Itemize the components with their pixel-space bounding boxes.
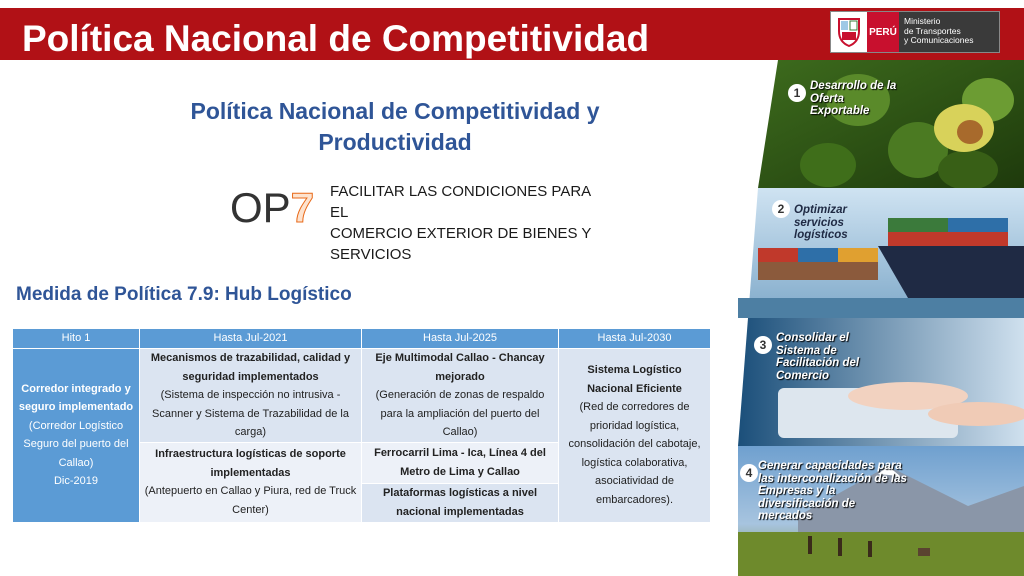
subtitle-line: Política Nacional de Competitividad y <box>190 98 600 124</box>
section-subtitle <box>180 96 610 158</box>
coat-of-arms-icon <box>831 12 867 52</box>
panel-number: 3 <box>754 336 772 354</box>
ministry-line: Ministerio <box>904 16 941 26</box>
subtitle-line: Productividad <box>318 129 472 155</box>
panel-label: Desarrollo de la Oferta Exportable <box>810 80 897 117</box>
peru-label: PERÚ <box>867 12 899 52</box>
cell-detail: (Generación de zonas de respaldo para la ampliación del puerto del Callao) <box>375 389 545 438</box>
policy-measure-heading: Medida de Política 7.9: Hub Logístico <box>16 284 352 305</box>
cell-title: Sistema Logístico Nacional Eficiente <box>587 364 682 395</box>
cell-title: Eje Multimodal Callao - Chancay mejorado <box>375 352 545 383</box>
panel-number: 2 <box>772 200 790 218</box>
cell-detail: (Antepuerto en Callao y Piura, red de Truck Center) <box>144 485 357 516</box>
cell-detail: (Red de corredores de prioridad logística, consolidación del cabotaje, logística colaborativa, asociatividad de embarcadores). <box>568 401 701 506</box>
cell-2021-2 <box>140 442 362 522</box>
cell-date: Dic-2019 <box>53 475 99 488</box>
page-title: Política Nacional de Competitividad <box>22 18 650 59</box>
cell-title: Infraestructura logísticas de soporte implementadas <box>155 448 346 479</box>
ministry-line: y Comunicaciones <box>904 35 974 45</box>
panel-number: 4 <box>740 464 758 482</box>
panel-number: 1 <box>788 84 806 102</box>
column-header: Hasta Jul-2021 <box>140 329 362 349</box>
cell-2025-1 <box>362 349 559 443</box>
panel-label: Generar capacidades para las interconalización de las Empresas y la diversificación de mercados <box>758 460 907 522</box>
column-header: Hasta Jul-2030 <box>559 329 711 349</box>
panel-export-offer <box>738 60 1024 188</box>
cell-title: Mecanismos de trazabilidad, calidad y seguridad implementados <box>150 352 351 383</box>
op-number: 7 <box>290 184 315 231</box>
cell-title: Ferrocarril Lima - Ica, Línea 4 del Metro de Lima y Callao <box>374 447 546 478</box>
cell-2030 <box>559 349 711 523</box>
cell-detail: (Corredor Logístico Seguro del puerto del Callao) <box>23 419 129 469</box>
table-row <box>13 349 711 443</box>
hito-cell <box>13 349 140 523</box>
ministry-logo <box>830 11 1000 53</box>
cell-2021-1 <box>140 349 362 443</box>
op-prefix: OP <box>230 184 291 231</box>
column-header: Hito 1 <box>13 329 140 349</box>
panel-label: Consolidar el Sistema de Facilitación del Comercio <box>776 332 860 382</box>
cell-2025-3 <box>362 483 559 522</box>
panel-capacities <box>738 446 1024 576</box>
objective-line: COMERCIO EXTERIOR DE BIENES Y <box>330 225 592 242</box>
objective-line: FACILITAR LAS CONDICIONES PARA EL <box>330 183 591 221</box>
table-header-row <box>13 329 711 349</box>
ministry-name <box>899 12 999 52</box>
column-header: Hasta Jul-2025 <box>362 329 559 349</box>
objective-line: SERVICIOS <box>330 246 412 263</box>
ministry-line: de Transportes <box>904 25 961 36</box>
op7-badge <box>230 185 314 231</box>
panel-trade-facilitation <box>738 318 1024 446</box>
cell-2025-2 <box>362 442 559 483</box>
cell-title: Plataformas logísticas a nivel nacional implementadas <box>382 487 538 518</box>
cell-detail: (Sistema de inspección no intrusiva - Scanner y Sistema de Trazabilidad de la carga) <box>152 389 349 438</box>
panel-logistics <box>738 188 1024 318</box>
objective-text <box>330 181 610 265</box>
milestones-table <box>12 328 711 523</box>
panel-label: Optimizar servicios logísticos <box>794 204 848 241</box>
cell-title: Corredor integrado y seguro implementado <box>18 382 134 414</box>
